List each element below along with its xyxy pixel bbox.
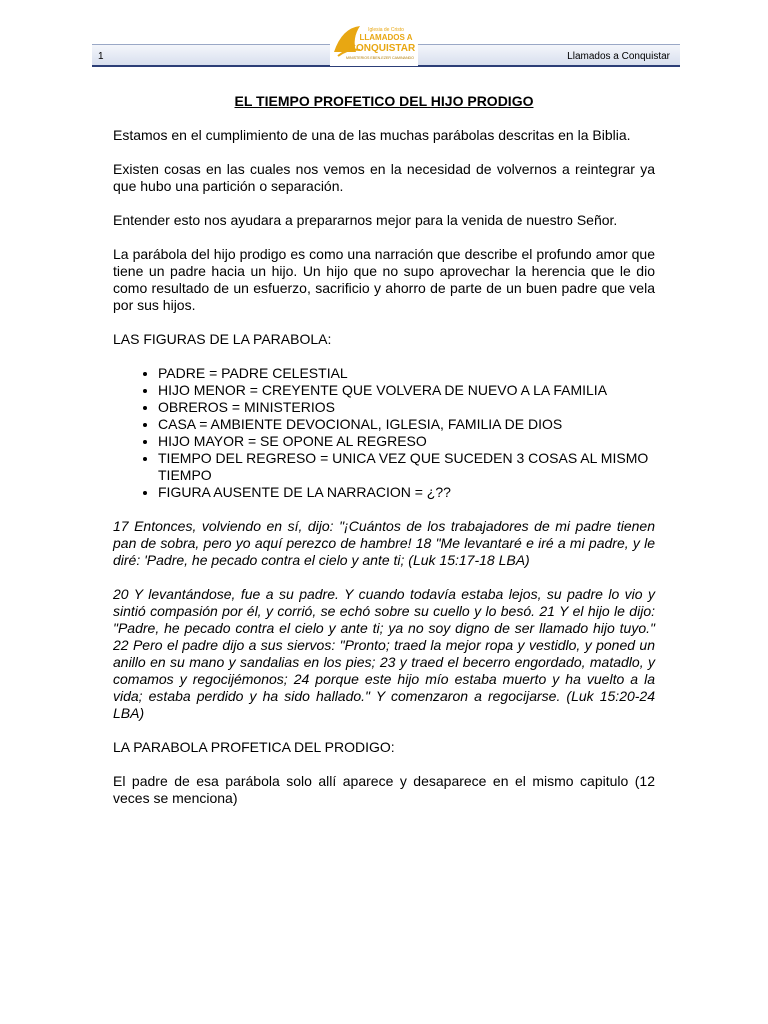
document-title: EL TIEMPO PROFETICO DEL HIJO PRODIGO [234, 93, 534, 109]
logo-line2: LLAMADOS A [359, 33, 413, 42]
running-title: Llamados a Conquistar [567, 51, 670, 62]
list-item: • HIJO MENOR = CREYENTE QUE VOLVERA DE NUEVO A LA FAMILIA [158, 382, 655, 399]
prophetic-heading: LA PARABOLA PROFETICA DEL PRODIGO: [113, 739, 395, 755]
list-item: • FIGURA AUSENTE DE LA NARRACION = ¿?? [158, 484, 655, 501]
closing-paragraph: El padre de esa parábola solo allí aparece y desaparece en el mismo capitulo (12 veces se menciona) [113, 773, 655, 806]
intro-paragraph-2: Existen cosas en las cuales nos vemos en la necesidad de volvernos a reintegrar ya que hubo una partición o separación. [113, 161, 655, 194]
scripture-quote-2: 20 Y levantándose, fue a su padre. Y cuando todavía estaba lejos, su padre lo vio y sintió compasión por él, y corrió, se echó sobre su cuello y lo besó. 21 Y el hijo le dijo: "Padre, he pecado contra el cielo y ante ti; ya no soy digno de ser llamado hijo tuyo." 22 Pero el padre dijo a sus siervos: "Pronto; traed la mejor ropa y vestidlo, y poned un anillo en su mano y sandalias en los pies; 23 y traed el becerro engordado, matadlo, y comamos y regocijémonos; 24 porque este hijo mío estaba muerto y ha vuelto a la vida; estaba perdido y ha sido hallado." Y comenzaron a regocijarse. (Luk 15:20-24 LBA) [113, 586, 655, 721]
list-item: • PADRE = PADRE CELESTIAL [158, 365, 655, 382]
page-number: 1 [98, 51, 104, 62]
logo-line3: CONQUISTAR [348, 43, 416, 54]
scripture-quote-1: 17 Entonces, volviendo en sí, dijo: "¡Cuántos de los trabajadores de mi padre tienen pan de sobra, pero yo aquí perezco de hambre! 18 "Me levantaré e iré a mi padre, y le diré: 'Padre, he pecado contra el cielo y ante ti; (Luk 15:17-18 LBA) [113, 518, 655, 568]
church-logo [330, 22, 418, 66]
document-body [113, 93, 655, 824]
list-item: • CASA = AMBIENTE DEVOCIONAL, IGLESIA, FAMILIA DE DIOS [158, 416, 655, 433]
list-item: • TIEMPO DEL REGRESO = UNICA VEZ QUE SUCEDEN 3 COSAS AL MISMO TIEMPO [158, 450, 655, 484]
figures-list [113, 365, 655, 501]
figures-heading: LAS FIGURAS DE LA PARABOLA: [113, 331, 332, 347]
list-item: • OBREROS = MINISTERIOS [158, 399, 655, 416]
logo-line1: Iglesia de Cristo [368, 27, 404, 33]
church-logo-icon [330, 22, 418, 66]
intro-paragraph-1: Estamos en el cumplimiento de una de las muchas parábolas descritas en la Biblia. [113, 127, 631, 143]
intro-paragraph-4: La parábola del hijo prodigo es como una narración que describe el profundo amor que tiene un padre hacia un hijo. Un hijo que no supo aprovechar la herencia que le dio como resultado de un esfuerzo, sacrificio y ahorro de parte de un buen padre que vela por sus hijos. [113, 246, 655, 313]
logo-line4: MINISTERIOS EBEN-EZER CAMINANDO [346, 56, 414, 60]
intro-paragraph-3: Entender esto nos ayudara a prepararnos mejor para la venida de nuestro Señor. [113, 212, 618, 228]
list-item: • HIJO MAYOR = SE OPONE AL REGRESO [158, 433, 655, 450]
